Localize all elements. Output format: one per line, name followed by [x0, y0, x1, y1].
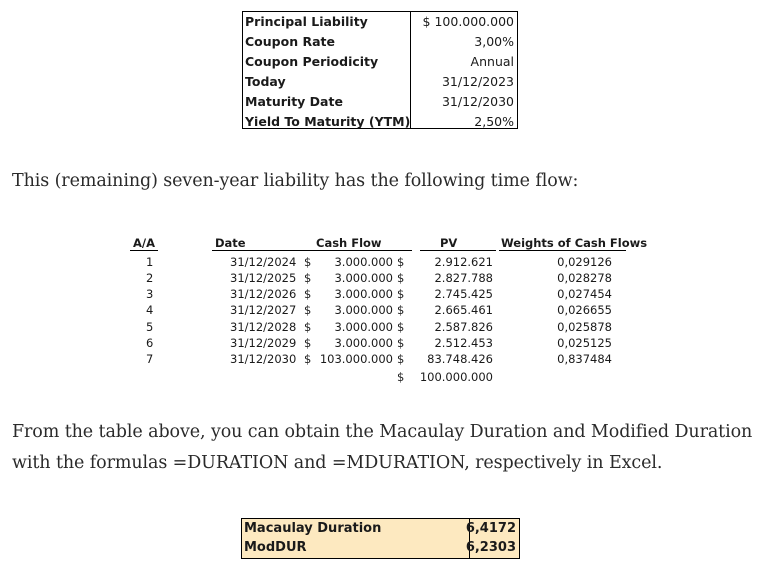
table-row: [243, 92, 517, 112]
total-pv-currency: $: [397, 370, 405, 384]
cell-weight: 0,026655: [557, 303, 612, 317]
cell-aa: 6: [146, 336, 154, 350]
cell-cf-currency: $: [304, 303, 312, 317]
cell-pv-currency: $: [397, 336, 405, 350]
cell-weight: 0,029126: [557, 255, 612, 269]
liability-table: [242, 11, 518, 129]
header-underline: [499, 250, 626, 251]
cell-pv-currency: $: [397, 287, 405, 301]
cell-weight: 0,028278: [557, 271, 612, 285]
cell-weight: 0,025125: [557, 336, 612, 350]
header-underline: [130, 250, 158, 251]
cell-pv: 83.748.426: [427, 352, 493, 366]
row-value: Annual: [470, 54, 514, 69]
row-label: Principal Liability: [245, 14, 368, 29]
table-row: [243, 52, 517, 72]
cashflow-table: [0, 236, 768, 386]
cell-cf-currency: $: [304, 336, 312, 350]
cell-pv-currency: $: [397, 352, 405, 366]
cell-pv: 2.912.621: [434, 255, 493, 269]
row-value: 31/12/2023: [441, 74, 514, 89]
cell-pv: 2.745.425: [434, 287, 493, 301]
header-underline: [212, 250, 412, 251]
cell-cf-currency: $: [304, 352, 312, 366]
header-cash-flow: Cash Flow: [316, 236, 382, 250]
cell-pv: 2.587.826: [434, 320, 493, 334]
cell-cash-flow: 3.000.000: [334, 287, 393, 301]
cell-aa: 5: [146, 320, 154, 334]
header-underline: [420, 250, 496, 251]
cell-date: 31/12/2030: [230, 352, 297, 366]
cell-cash-flow: 103.000.000: [319, 352, 393, 366]
header-weights: Weights of Cash Flows: [501, 236, 648, 250]
row-label: Yield To Maturity (YTM): [245, 114, 411, 129]
formula-paragraph-line1: From the table above, you can obtain the Macaulay Duration and Modified Duration: [12, 422, 753, 442]
table-row: [243, 72, 517, 92]
cell-date: 31/12/2024: [230, 255, 297, 269]
cell-aa: 4: [146, 303, 154, 317]
cell-pv-currency: $: [397, 255, 405, 269]
cell-cash-flow: 3.000.000: [334, 303, 393, 317]
cell-weight: 0,837484: [557, 352, 612, 366]
cell-pv-currency: $: [397, 271, 405, 285]
row-label: Today: [245, 74, 286, 89]
cell-cf-currency: $: [304, 271, 312, 285]
cell-cash-flow: 3.000.000: [334, 320, 393, 334]
total-pv: 100.000.000: [419, 370, 493, 384]
table-row: [243, 112, 517, 132]
row-label: Coupon Periodicity: [245, 54, 379, 69]
cell-cf-currency: $: [304, 255, 312, 269]
cell-aa: 3: [146, 287, 154, 301]
cell-weight: 0,025878: [557, 320, 612, 334]
cell-aa: 2: [146, 271, 154, 285]
moddur-value: 6,2303: [465, 540, 516, 555]
cell-pv: 2.827.788: [434, 271, 493, 285]
cell-cash-flow: 3.000.000: [334, 271, 393, 285]
cell-aa: 1: [146, 255, 154, 269]
intro-paragraph: This (remaining) seven-year liability has the following time flow:: [12, 171, 579, 191]
cell-date: 31/12/2029: [230, 336, 297, 350]
cell-pv: 2.665.461: [434, 303, 493, 317]
cell-pv-currency: $: [397, 303, 405, 317]
row-value: $ 100.000.000: [422, 14, 514, 29]
cell-cash-flow: 3.000.000: [334, 336, 393, 350]
cell-cash-flow: 3.000.000: [334, 255, 393, 269]
cell-aa: 7: [146, 352, 154, 366]
formula-paragraph-line2: with the formulas =DURATION and =MDURATION, respectively in Excel.: [12, 453, 663, 473]
row-label: Maturity Date: [245, 94, 343, 109]
row-label: Coupon Rate: [245, 34, 335, 49]
header-pv: PV: [440, 236, 458, 250]
table-row: [243, 12, 517, 32]
cell-date: 31/12/2028: [230, 320, 297, 334]
macaulay-duration-label: Macaulay Duration: [244, 521, 382, 536]
row-value: 2,50%: [474, 114, 514, 129]
row-value: 31/12/2030: [441, 94, 514, 109]
cell-cf-currency: $: [304, 287, 312, 301]
duration-table: [241, 518, 520, 559]
table-row: [243, 32, 517, 52]
cell-weight: 0,027454: [557, 287, 612, 301]
header-aa: A/A: [133, 236, 156, 250]
cell-date: 31/12/2025: [230, 271, 297, 285]
cell-date: 31/12/2026: [230, 287, 297, 301]
cell-cf-currency: $: [304, 320, 312, 334]
cell-pv: 2.512.453: [434, 336, 493, 350]
moddur-label: ModDUR: [244, 540, 307, 555]
header-date: Date: [215, 236, 246, 250]
row-value: 3,00%: [474, 34, 514, 49]
macaulay-duration-value: 6,4172: [465, 521, 516, 536]
cell-pv-currency: $: [397, 320, 405, 334]
cell-date: 31/12/2027: [230, 303, 297, 317]
